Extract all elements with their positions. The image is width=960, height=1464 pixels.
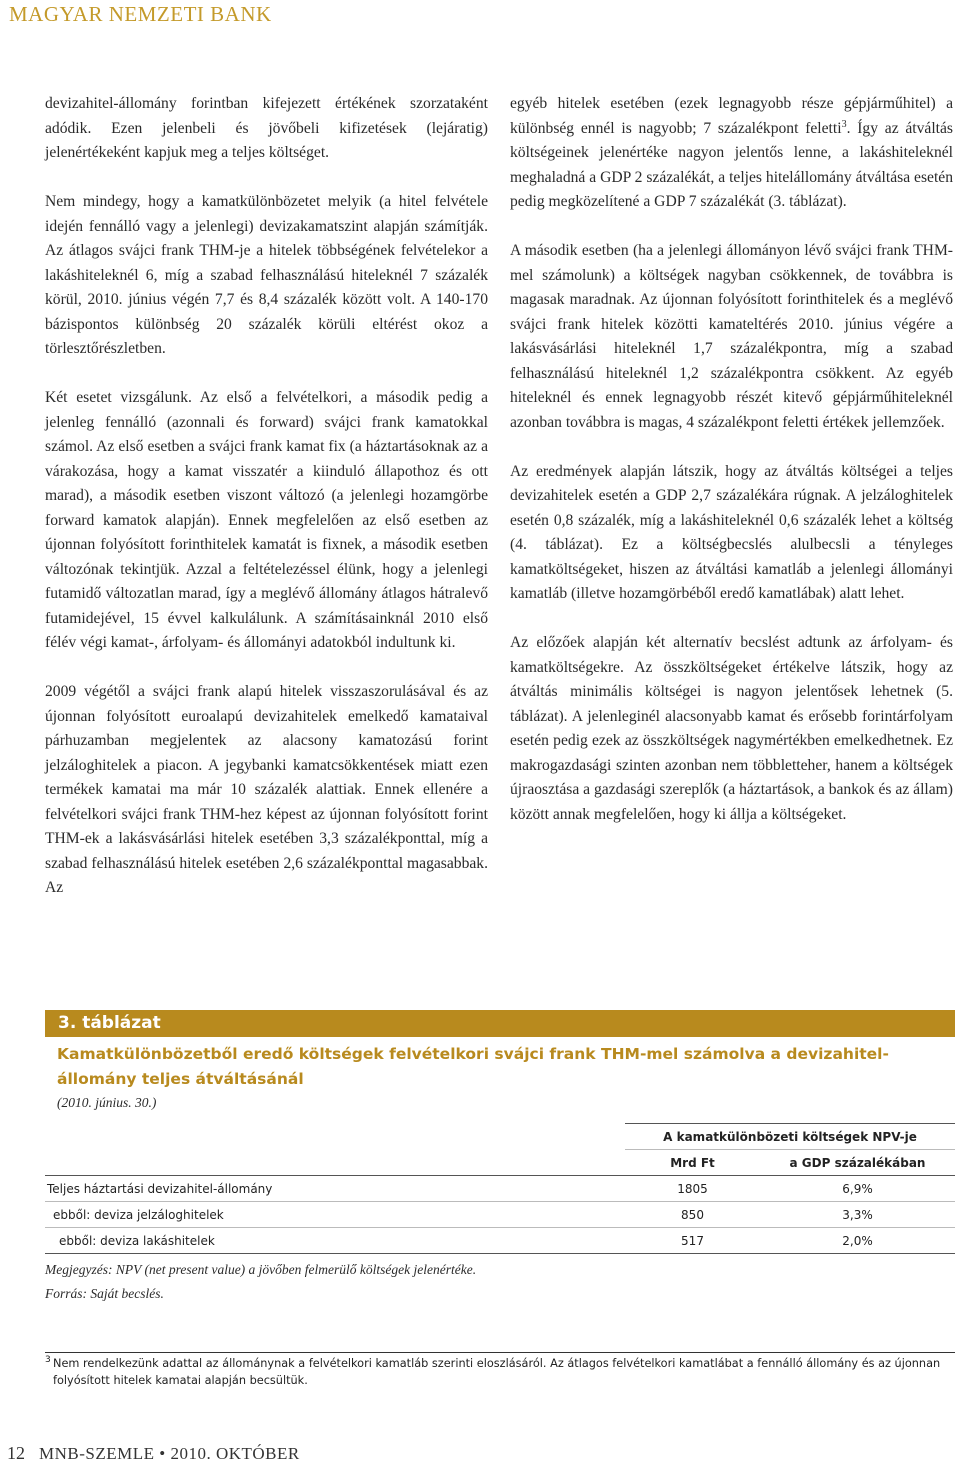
left-text-column (45, 92, 488, 925)
paragraph-text: egyéb hitelek esetében (ezek legnagyobb része gépjárműhitel) a különbség ennél is nagyobb; 7 százalékpont feletti (510, 95, 953, 137)
cell-mrd: 517 (625, 1228, 760, 1254)
row-label: Teljes háztartási devizahitel-állomány (45, 1176, 625, 1202)
table-note: Megjegyzés: NPV (net present value) a jövőben felmerülő költségek jelenértéke. (45, 1262, 477, 1277)
footnote-mark: 3 (45, 1355, 51, 1365)
paragraph: Az eredmények alapján látszik, hogy az átváltás költségei a teljes devizahitelek esetén a GDP 2,7 százalékára rúgnak. A jelzáloghitelek esetén 0,8 százalék, míg a lakáshiteleknél 0,6 százalék lehet a költség (4. táblázat). Ez a költségbecslés alulbecsli a tényleges kamatköltségeket, hiszen az átváltási kamatláb a jelenlegi állományi kamatláb (illetve hozamgörbéből eredő kamatlábak) alatt lehet. (510, 462, 953, 602)
paragraph-text: . Így az átváltás költségeinek jelenértéke nagyon jelentős lenne, a lakáshiteleknél meghaladná a GDP 2 százalékát, a teljes hitelállomány átváltása esetén pedig megközelítené a GDP 7 százalékát (3. táblázat). (510, 119, 953, 210)
table-row (45, 1228, 955, 1254)
table-source: Forrás: Saját becslés. (45, 1286, 164, 1301)
paragraph: devizahitel-állomány forintban kifejezett értékének szorzataként adódik. Ezen jelenbeli és jövőbeli kifizetések (lejáratig) jelenértékeként kapjuk meg a teljes költséget. (45, 95, 488, 161)
cell-gdp: 3,3% (760, 1202, 955, 1228)
column-header: Mrd Ft (625, 1150, 760, 1176)
column-header: a GDP százalékában (760, 1150, 955, 1176)
table-corner (45, 1150, 625, 1176)
footnote (45, 1355, 955, 1389)
footnote-text: Nem rendelkezünk adattal az állománynak a felvételkori kamatláb szerinti eloszlásáról. Az átlagos felvételkori kamatlábat a fennálló állomány és az újonnan folyósított hitelek kamatai alapján becsültük. (53, 1357, 941, 1387)
cell-mrd: 850 (625, 1202, 760, 1228)
paragraph: Két esetet vizsgálunk. Az első a felvételkori, a második pedig a jelenleg fennálló (azonnali és forward) svájci frank kamatokkal számol. Az első esetben a svájci frank kamat fix (a háztartásoknak az a várakozása, hogy a kamat visszatér a kiinduló állapothoz és ott marad), a második esetben viszont változó (a jelenlegi hozamgörbe forward kamatok alapján). Ennek megfelelően az első esetben az újonnan folyósított forinthitelek kamatát is fixnek, a második esetben változónak tekintjük. Azzal a feltételezéssel élünk, hogy a jelenlegi futamidő változatlan marad, így a meglévő állomány átlagos hátralevő futamidejével, 15 évvel kalkulálunk. A számításainknál 2010 első félév végi kamat-, árfolyam- és állományi adatokból indultunk ki. (45, 389, 488, 651)
table-row (45, 1176, 955, 1202)
footnote-divider (45, 1352, 955, 1353)
data-table (45, 1123, 955, 1254)
row-label: ebből: deviza lakáshitelek (45, 1228, 625, 1254)
table-group-header: A kamatkülönbözeti költségek NPV-je (625, 1124, 955, 1150)
table-corner (45, 1124, 625, 1150)
cell-gdp: 2,0% (760, 1228, 955, 1254)
paragraph (510, 92, 953, 215)
publication-name: MNB-SZEMLE • 2010. OKTÓBER (39, 1444, 300, 1463)
table-label: 3. táblázat (45, 1010, 955, 1037)
running-header: MAGYAR NEMZETI BANK (9, 2, 272, 26)
paragraph: Nem mindegy, hogy a kamatkülönbözetet melyik (a hitel felvétele idején fennálló vagy a jelenlegi) devizakamatszint alapján számítják. Az átlagos svájci frank THM-je a hitelek többségének felvételekor a lakáshiteleknél 6, míg a szabad felhasználású hiteleknél 7 százalék körül, 2010. június végén 7,7 és 8,4 százalék között volt. A 140-170 bázispontos különbség 20 százalék körüli eltérést okoz a törlesztőrészletben. (45, 193, 488, 357)
paragraph: 2009 végétől a svájci frank alapú hitelek visszaszorulásával és az újonnan folyósított euroalapú devizahitelek emelkedő kamataival párhuzamban megjelentek az alacsony kamatozású forint jelzáloghitelek a piacon. A jegybanki kamatcsökkentések miatt ezen termékek kamatai ma már 10 százalék alattiak. Ennek ellenére a felvételkori svájci frank THM-hez képest az újonnan folyósított forint THM-ek a lakásvásárlási hitelek esetében 3,3 százalékponttal, míg a szabad felhasználású hitelek esetében 2,6 százalékponttal magasabbak. Az (45, 683, 488, 896)
table-row (45, 1202, 955, 1228)
table-date: (2010. június. 30.) (57, 1095, 157, 1110)
row-label: ebből: deviza jelzáloghitelek (45, 1202, 625, 1228)
paragraph: A második esetben (ha a jelenlegi állományon lévő svájci frank THM-mel számolunk) a költségek nagyban csökkennek, de továbbra is magasak maradnak. Az újonnan folyósított forinthitelek és a meglévő svájci frank hitelek közötti kamateltérés 2010. június végére a lakásvásárlási hiteleknél 1,7 százalékpontra, míg a szabad felhasználású hiteleknél 1,2 százalékpontra csökkent. Az egyéb hiteleknél és ennek legnagyobb részét kitevő gépjárműhiteleknél azonban továbbra is magas, 4 százalékpont feletti értékek jellemzőek. (510, 242, 953, 431)
footnote-reference[interactable]: 3 (841, 118, 847, 130)
right-text-column (510, 92, 953, 852)
paragraph: Az előzőek alapján két alternatív becslést adtunk az árfolyam- és kamatköltségekre. Az összköltségeket értékelve látszik, hogy az átváltás minimális költségei is nagyon jelentősek lehetnek (5. táblázat). A jelenleginél alacsonyabb kamat és erősebb forintárfolyam esetén pedig ezek az összköltségek nagymértékben emelkedhetnek. Ez makrogazdasági szinten azonban nem többletteher, hanem a költségek újraosztása a gazdasági szereplők (a háztartások, a bankok és az állam) között annak megfelelően, hogy ki állja a költségeket. (510, 634, 953, 823)
table-title: Kamatkülönbözetből eredő költségek felvételkori svájci frank THM-mel számolva a devizahitel-állomány teljes átváltásánál (57, 1045, 889, 1088)
cell-gdp: 6,9% (760, 1176, 955, 1202)
page-number: 12 (7, 1443, 25, 1463)
cell-mrd: 1805 (625, 1176, 760, 1202)
page-footer (7, 1443, 300, 1464)
